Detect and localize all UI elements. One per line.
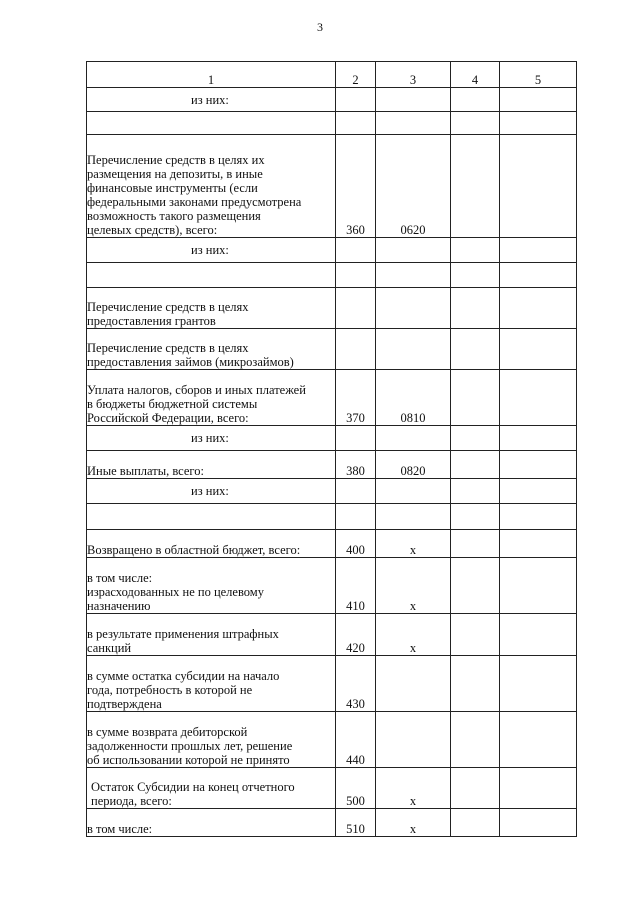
col4-cell: [451, 112, 500, 135]
row-name-cell: [87, 112, 336, 135]
header-cell-2: 2: [336, 62, 376, 88]
col4-cell: [451, 614, 500, 656]
col5-cell: [500, 263, 577, 288]
line-code-cell: [336, 426, 376, 451]
line-code-cell: 400: [336, 530, 376, 558]
budget-code-cell: [376, 426, 451, 451]
col4-cell: [451, 135, 500, 238]
table-row: [87, 712, 577, 768]
row-name-line: Перечисление средств в целях: [87, 300, 249, 314]
row-name-line: размещения на депозиты, в иные: [87, 167, 263, 181]
col5-cell: [500, 768, 577, 809]
row-name-line: Иные выплаты, всего:: [87, 464, 204, 478]
line-code-cell: [336, 112, 376, 135]
line-code-cell: 420: [336, 614, 376, 656]
row-name-line: года, потребность в которой не: [87, 683, 253, 697]
row-name-line: подтверждена: [87, 697, 162, 711]
budget-code-cell: [376, 712, 451, 768]
table-row: [87, 238, 577, 263]
budget-code-cell: 0810: [376, 370, 451, 426]
col4-cell: [451, 426, 500, 451]
table-row: [87, 558, 577, 614]
row-name-cell: [87, 426, 336, 451]
row-name-line: в том числе:: [87, 571, 153, 585]
col4-cell: [451, 238, 500, 263]
line-code-cell: 500: [336, 768, 376, 809]
row-name-line: Уплата налогов, сборов и иных платежей: [87, 383, 306, 397]
row-name-cell: [87, 712, 336, 768]
row-name-line: периода, всего:: [91, 794, 172, 808]
col5-cell: [500, 656, 577, 712]
col5-cell: [500, 504, 577, 530]
line-code-cell: 360: [336, 135, 376, 238]
row-name-line: из них:: [191, 92, 229, 107]
table-row: [87, 768, 577, 809]
row-name-cell: [87, 614, 336, 656]
budget-code-cell: x: [376, 558, 451, 614]
col4-cell: [451, 88, 500, 112]
line-code-cell: 370: [336, 370, 376, 426]
row-name-line: Возвращено в областной бюджет, всего:: [87, 543, 301, 557]
col5-cell: [500, 426, 577, 451]
col5-cell: [500, 288, 577, 329]
line-code-cell: 510: [336, 809, 376, 837]
line-code-cell: 430: [336, 656, 376, 712]
col4-cell: [451, 451, 500, 479]
table-row: [87, 263, 577, 288]
header-row: [87, 62, 577, 88]
row-name-cell: [87, 479, 336, 504]
row-name-line: в результате применения штрафных: [87, 627, 279, 641]
table-row: [87, 504, 577, 530]
row-name-cell: [87, 238, 336, 263]
table-row: [87, 88, 577, 112]
col5-cell: [500, 530, 577, 558]
row-name-line: в бюджеты бюджетной системы: [87, 397, 258, 411]
row-name-cell: [87, 558, 336, 614]
row-name-cell: [87, 370, 336, 426]
col4-cell: [451, 712, 500, 768]
table-row: [87, 656, 577, 712]
row-name-line: финансовые инструменты (если: [87, 181, 258, 195]
line-code-cell: 440: [336, 712, 376, 768]
row-name-cell: [87, 530, 336, 558]
line-code-cell: [336, 329, 376, 370]
line-code-cell: [336, 479, 376, 504]
col5-cell: [500, 370, 577, 426]
col5-cell: [500, 479, 577, 504]
line-code-cell: [336, 504, 376, 530]
col4-cell: [451, 530, 500, 558]
line-code-cell: [336, 288, 376, 329]
table-row: [87, 530, 577, 558]
row-name-cell: [87, 288, 336, 329]
row-name-line: целевых средств), всего:: [87, 223, 218, 237]
table-row: [87, 370, 577, 426]
budget-code-cell: x: [376, 809, 451, 837]
budget-code-cell: 0620: [376, 135, 451, 238]
table-row: [87, 288, 577, 329]
row-name-line: из них:: [191, 484, 229, 498]
table-row: [87, 809, 577, 837]
budget-code-cell: [376, 263, 451, 288]
row-name-line: санкций: [87, 641, 132, 655]
row-name-line: предоставления займов (микрозаймов): [87, 355, 294, 369]
row-name-cell: [87, 809, 336, 837]
row-name-line: в сумме возврата дебиторской: [87, 725, 248, 739]
row-name-line: израсходованных не по целевому: [87, 585, 264, 599]
col4-cell: [451, 656, 500, 712]
line-code-cell: 380: [336, 451, 376, 479]
table-row: [87, 135, 577, 238]
col5-cell: [500, 112, 577, 135]
col5-cell: [500, 88, 577, 112]
col5-cell: [500, 451, 577, 479]
row-name-line: об использовании которой не принято: [87, 753, 290, 767]
row-name-cell: [87, 768, 336, 809]
header-cell-4: 4: [451, 62, 500, 88]
row-name-cell: [87, 451, 336, 479]
col5-cell: [500, 712, 577, 768]
table-row: [87, 451, 577, 479]
row-name-line: задолженности прошлых лет, решение: [87, 739, 293, 753]
budget-code-cell: x: [376, 768, 451, 809]
col4-cell: [451, 329, 500, 370]
page-number: 3: [317, 20, 323, 34]
table-row: [87, 479, 577, 504]
col4-cell: [451, 504, 500, 530]
col4-cell: [451, 558, 500, 614]
row-name-cell: [87, 504, 336, 530]
line-code-cell: [336, 263, 376, 288]
header-cell-3: 3: [376, 62, 451, 88]
row-name-cell: [87, 329, 336, 370]
row-name-line: Российской Федерации, всего:: [87, 411, 249, 425]
col5-cell: [500, 809, 577, 837]
col5-cell: [500, 329, 577, 370]
col4-cell: [451, 768, 500, 809]
table-row: [87, 426, 577, 451]
line-code-cell: 410: [336, 558, 376, 614]
col4-cell: [451, 479, 500, 504]
budget-code-cell: [376, 656, 451, 712]
header-cell-1: 1: [87, 62, 336, 88]
budget-code-cell: [376, 329, 451, 370]
budget-code-cell: [376, 112, 451, 135]
budget-code-cell: x: [376, 614, 451, 656]
row-name-line: Перечисление средств в целях: [87, 341, 249, 355]
line-code-cell: [336, 238, 376, 263]
budget-code-cell: [376, 479, 451, 504]
budget-code-cell: [376, 88, 451, 112]
budget-code-cell: [376, 504, 451, 530]
row-name-line: предоставления грантов: [87, 314, 216, 328]
row-name-cell: [87, 135, 336, 238]
row-name-cell: [87, 263, 336, 288]
col5-cell: [500, 135, 577, 238]
col5-cell: [500, 614, 577, 656]
budget-code-cell: [376, 288, 451, 329]
budget-code-cell: x: [376, 530, 451, 558]
header-cell-5: 5: [500, 62, 577, 88]
report-table: [86, 61, 577, 837]
table-row: [87, 614, 577, 656]
row-name-cell: [87, 656, 336, 712]
col5-cell: [500, 558, 577, 614]
row-name-line: федеральными законами предусмотрена: [87, 195, 302, 209]
row-name-line: из них:: [191, 431, 229, 445]
col4-cell: [451, 809, 500, 837]
col4-cell: [451, 288, 500, 329]
table-row: [87, 329, 577, 370]
table-row: [87, 112, 577, 135]
budget-code-cell: [376, 238, 451, 263]
budget-code-cell: 0820: [376, 451, 451, 479]
col4-cell: [451, 263, 500, 288]
row-name-line: Остаток Субсидии на конец отчетного: [91, 780, 295, 794]
line-code-cell: [336, 88, 376, 112]
col5-cell: [500, 238, 577, 263]
row-name-line: возможность такого размещения: [87, 209, 261, 223]
col4-cell: [451, 370, 500, 426]
row-name-line: из них:: [191, 243, 229, 257]
row-name-line: в том числе:: [87, 822, 153, 836]
row-name-line: в сумме остатка субсидии на начало: [87, 669, 280, 683]
row-name-cell: [87, 88, 336, 112]
row-name-line: назначению: [87, 599, 151, 613]
row-name-line: Перечисление средств в целях их: [87, 153, 265, 167]
